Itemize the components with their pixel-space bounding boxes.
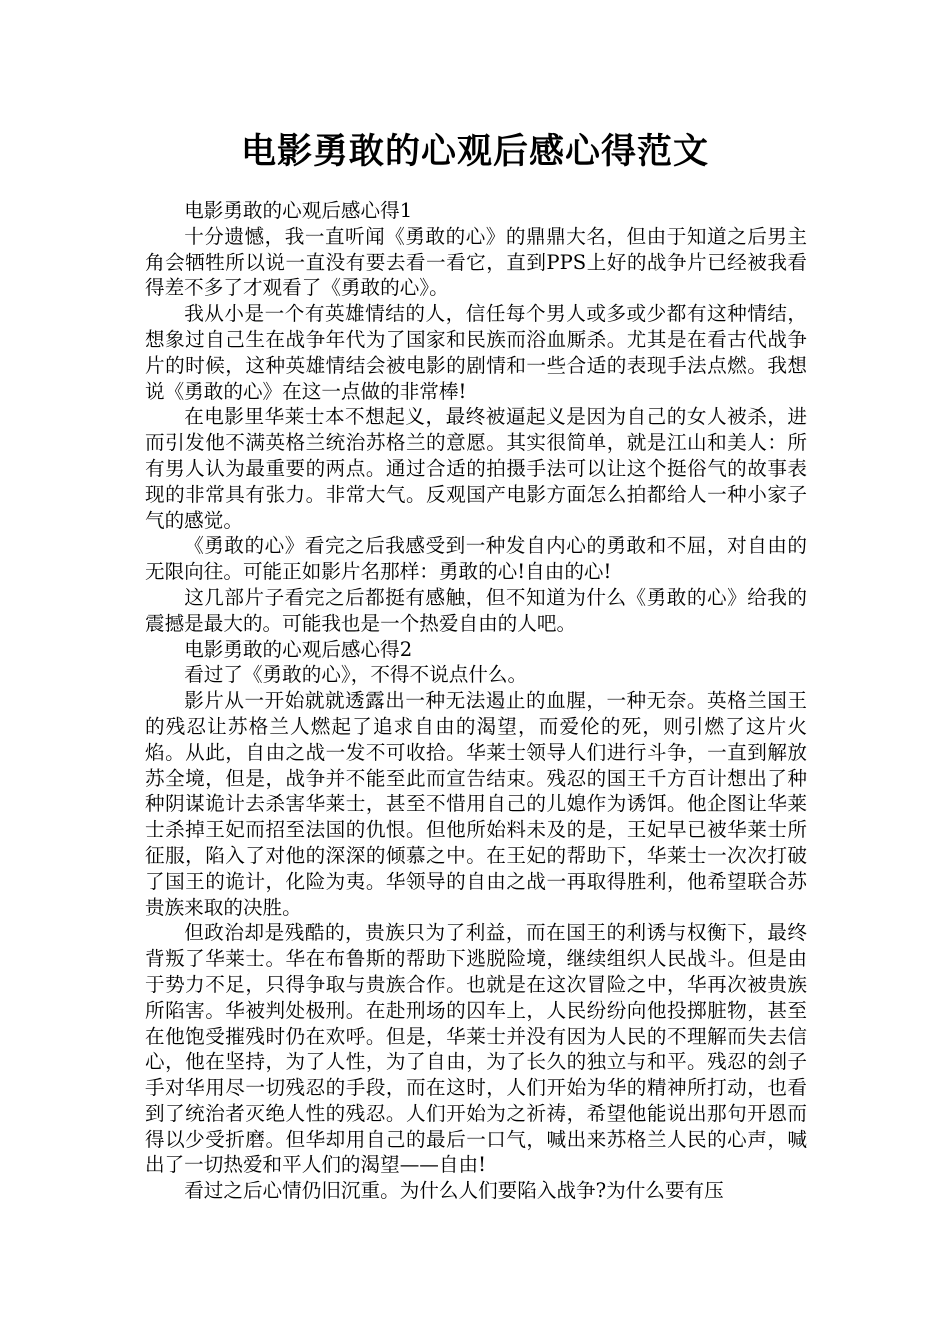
paragraph: 看过之后心情仍旧沉重。为什么人们要陷入战争?为什么要有压 [184,1179,724,1203]
paragraph: 《勇敢的心》看完之后我感受到一种发自内心的勇敢和不屈，对自由的无限向往。可能正如影片名那样：勇敢的心!自由的心! [145,534,807,584]
paragraph: 影片从一开始就就透露出一种无法遏止的血腥，一种无奈。英格兰国王的残忍让苏格兰人燃起了追求自由的渴望，而爱伦的死，则引燃了这片火焰。从此，自由之战一发不可收拾。华莱士领导人们进行斗争，一直到解放苏全境，但是，战争并不能至此而宣告结束。残忍的国王千方百计想出了种种阴谋诡计去杀害华莱士，甚至不惜用自己的儿媳作为诱饵。他企图让华莱士杀掉王妃而招至法国的仇恨。但他所始料未及的是，王妃早已被华莱士所征服，陷入了对他的深深的倾慕之中。在王妃的帮助下，华莱士一次次打破了国王的诡计，化险为夷。华领导的自由之战一再取得胜利，他希望联合苏贵族来取的决胜。 [145,689,807,919]
document-title: 电影勇敢的心观后感心得范文 [240,132,709,172]
paragraph: 十分遗憾，我一直听闻《勇敢的心》的鼎鼎大名，但由于知道之后男主角会牺牲所以说一直没有要去看一看它，直到PPS上好的战争片已经被我看得差不多了才观看了《勇敢的心》。 [145,224,807,300]
paragraph: 我从小是一个有英雄情结的人，信任每个男人或多或少都有这种情结，想象过自己生在战争年代为了国家和民族而浴血厮杀。尤其是在看古代战争片的时候，这种英雄情结会被电影的剧情和一些合适的表现手法点燃。我想说《勇敢的心》在这一点做的非常棒! [145,302,807,403]
paragraph: 这几部片子看完之后都挺有感触，但不知道为什么《勇敢的心》给我的震撼是最大的。可能我也是一个热爱自由的人吧。 [145,585,807,635]
paragraph: 但政治却是残酷的，贵族只为了利益，而在国王的利诱与权衡下，最终背叛了华莱士。华在布鲁斯的帮助下逃脱险境，继续组织人民战斗。但是由于势力不足，只得争取与贵族合作。也就是在这次冒险之中，华再次被贵族所陷害。华被判处极刑。在赴刑场的囚车上，人民纷纷向他投掷脏物，甚至在他饱受摧残时仍在欢呼。但是，华莱士并没有因为人民的不理解而失去信心，他在坚持，为了人性，为了自由，为了长久的独立与和平。残忍的刽子手对华用尽一切残忍的手段，而在这时，人们开始为华的精神所打动，也看到了统治者灭绝人性的残忍。人们开始为之祈祷，希望他能说出那句开恩而得以少受折磨。但华却用自己的最后一口气，喊出来苏格兰人民的心声，喊出了一切热爱和平人们的渴望——自由! [145,921,807,1177]
paragraph: 在电影里华莱士本不想起义，最终被逼起义是因为自己的女人被杀，进而引发他不满英格兰统治苏格兰的意愿。其实很简单，就是江山和美人：所有男人认为最重要的两点。通过合适的拍摄手法可以让这个挺俗气的故事表现的非常具有张力。非常大气。反观国产电影方面怎么拍都给人一种小家子气的感觉。 [145,405,807,532]
section-heading: 电影勇敢的心观后感心得1 [184,199,413,222]
document-body [145,198,807,1204]
section-heading: 电影勇敢的心观后感心得2 [184,637,413,661]
paragraph: 看过了《勇敢的心》，不得不说点什么。 [184,663,528,687]
